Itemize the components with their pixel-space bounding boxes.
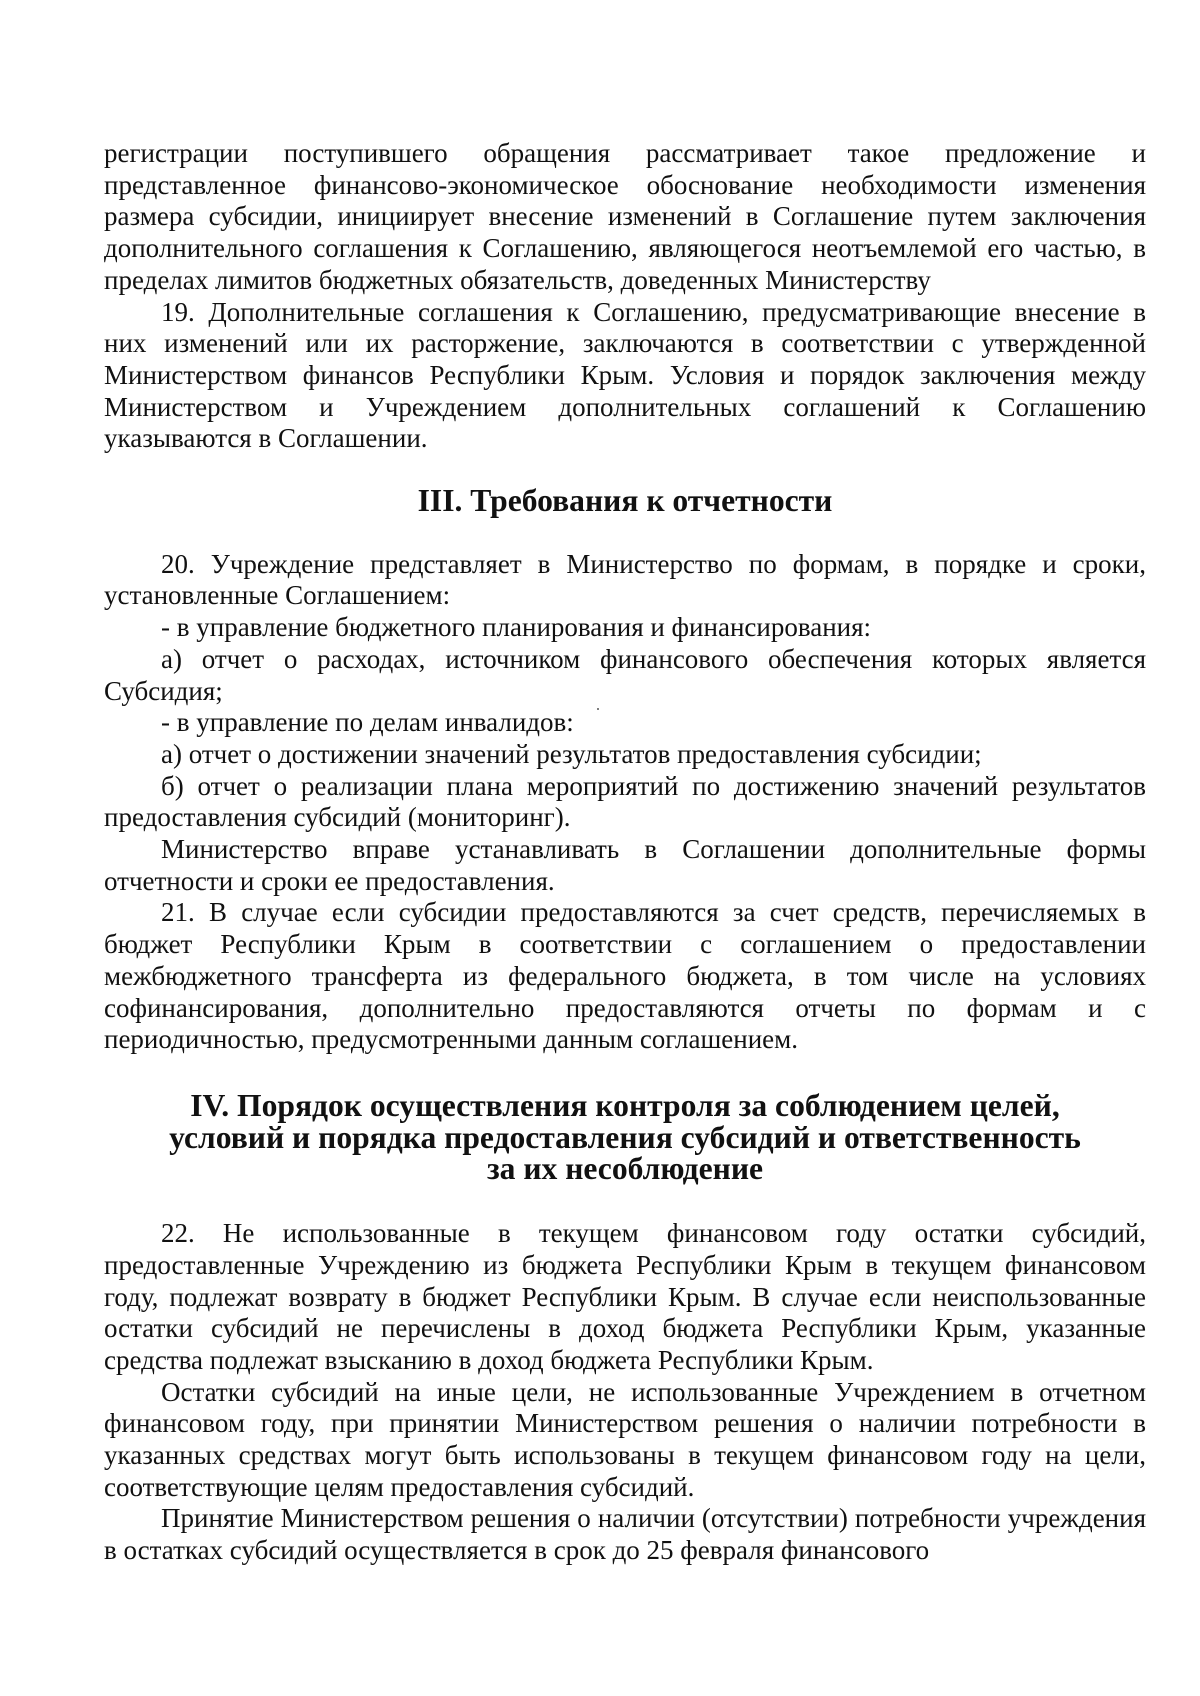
section-4-heading-line-3: за их несоблюдение	[486, 1151, 764, 1187]
paragraph-20-item-1a: а) отчет о расходах, источником финансового обеспечения которых является Субсидия;	[104, 643, 1146, 706]
section-3-heading: III. Требования к отчетности	[417, 483, 833, 519]
paragraph-20-item-2a: а) отчет о достижении значений результатов предоставления субсидии;	[161, 738, 982, 769]
paragraph-20-item-2: - в управление по делам инвалидов:	[161, 707, 574, 738]
document-body	[104, 138, 1146, 1567]
paragraph-20-item-1: - в управление бюджетного планирования и финансирования:	[161, 612, 872, 643]
paragraph-21: 21. В случае если субсидии предоставляются за счет средств, перечисляемых в бюджет Республики Крым в соответствии с соглашением о предоставлении межбюджетного трансферта из федерального бюджета, в том числе на условиях софинансирования, дополнительно предоставляются отчеты по формам и с периодичностью, предусмотренными данным соглашением.	[104, 897, 1146, 1055]
paragraph-22-c: Принятие Министерством решения о наличии (отсутствии) потребности учреждения в остатках субсидий осуществляется в срок до 25 февраля финансового	[104, 1503, 1146, 1566]
paragraph-19: 19. Дополнительные соглашения к Соглашению, предусматривающие внесение в них изменений или их расторжение, заключаются в соответствии с утвержденной Министерством финансов Республики Крым. Условия и порядок заключения между Министерством и Учреждением дополнительных соглашений к Соглашению указываются в Соглашении.	[104, 296, 1146, 454]
paragraph-20: 20. Учреждение представляет в Министерство по формам, в порядке и сроки, установленные Соглашением:	[104, 548, 1146, 611]
paragraph-22: 22. Не использованные в текущем финансовом году остатки субсидий, предоставленные Учреждению из бюджета Республики Крым в текущем финансовом году, подлежат возврату в бюджет Республики Крым. В случае если неиспользованные остатки субсидий не перечислены в доход бюджета Республики Крым, указанные средства подлежат взысканию в доход бюджета Республики Крым.	[104, 1218, 1146, 1375]
paragraph-20-item-2b: б) отчет о реализации плана мероприятий по достижению значений результатов предоставления субсидий (мониторинг).	[104, 770, 1146, 833]
paragraph-20-tail: Министерство вправе устанавливать в Соглашении дополнительные формы отчетности и сроки ее предоставления.	[104, 834, 1146, 896]
paragraph-22-b: Остатки субсидий на иные цели, не использованные Учреждением в отчетном финансовом году, при принятии Министерством решения о наличии потребности в указанных средствах могут быть использованы в текущем финансовом году на цели, соответствующие целям предоставления субсидий.	[104, 1376, 1146, 1502]
section-4-heading-line-1: IV. Порядок осуществления контроля за соблюдением целей,	[190, 1087, 1060, 1123]
section-4-heading	[104, 1087, 1146, 1187]
paragraph-continuation: регистрации поступившего обращения рассматривает такое предложение и представленное финансово-экономическое обоснование необходимости изменения размера субсидии, инициирует внесение изменений в Соглашение путем заключения дополнительного соглашения к Соглашению, являющегося неотъемлемой его частью, в пределах лимитов бюджетных обязательств, доведенных Министерству	[104, 138, 1146, 295]
section-4-heading-line-2: условий и порядка предоставления субсидий и ответственность	[169, 1119, 1081, 1155]
scan-speck	[597, 708, 599, 710]
